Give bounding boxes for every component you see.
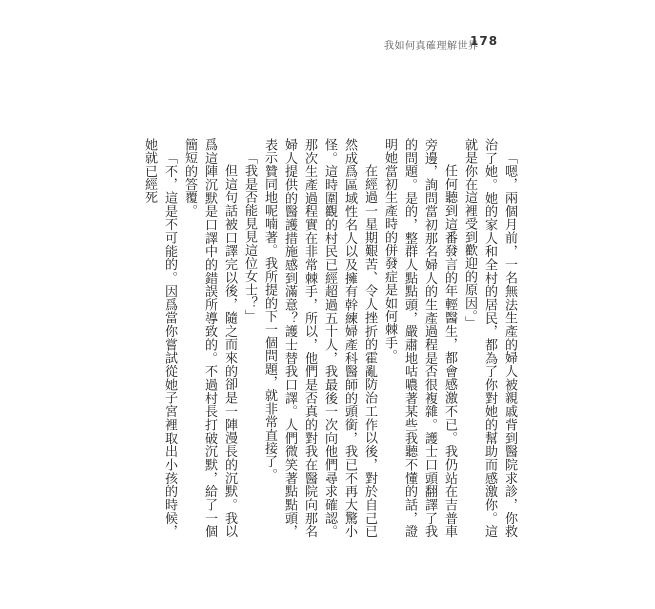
running-head [0,34,655,54]
paragraph-delivery-question: 任何聽到這番發言的年輕醫生，都會感激不已。我仍站在吉普車旁邊，詢問當初那名婦人的生產過程是否很複雜。護士口頭翻譯了我的問題。是的，整群人點點頭，嚴肅地咕噥著某些我聽不懂的話，證明她當初生產時的併發症是如何棘手。 [382,138,457,538]
paragraph-quote-reply: 「不，這是不可能的。因爲當你嘗試從她子宮裡取出小孩的時候，她就已經死 [142,138,177,538]
paragraph-quote-request: 「我是否能見見這位女士？」 [242,151,257,323]
body-text [139,138,519,538]
page-number: 178 [470,34,499,48]
paragraph-local-celebrity: 在經過一星期艱苦、令人挫折的霍亂防治工作以後，對於自己已然成爲區域性名人以及擁有幹練婦產科醫師的頭銜，我已不再大驚小怪。這時圍觀的村民已經超過五十人，我最後一次向他們尋求確認。那次生產過程實在非常棘手，所以，他們是否真的對我在醫院向那名婦人提供的醫護措施感到滿意？護士替我口譯。人們微笑著點點頭，表示贊同地呢喃著。我所提的下一個問題，就非常直接了。 [262,138,377,538]
book-title: 我如何真確理解世界 [384,41,479,52]
paragraph-quote-village-welcome: 「嗯，兩個月前，一名無法生產的婦人被親戚背到醫院求診，你救治了她。她的家人和全村的居民，都為了你對她的幫助而感激你。這就是你在這裡受到歡迎的原因。」 [462,138,517,538]
paragraph-silence: 但這句話被口譯完以後，隨之而來的卻是一陣漫長的沉默。我以爲這陣沉默是口譯中的錯誤所導致的。不過村長打破沉默，給了一個簡短的答覆。 [182,138,237,538]
